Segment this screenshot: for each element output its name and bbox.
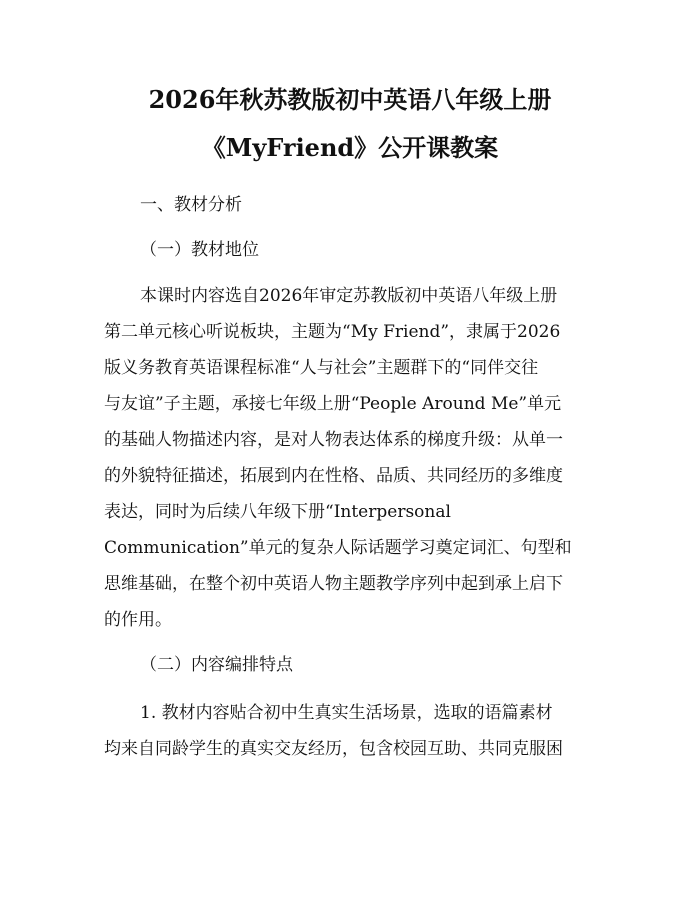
paragraph-line: 第二单元核心听说板块，主题为“My Friend”，隶属于2026: [104, 322, 561, 342]
section-heading-textbook-analysis: 一、教材分析: [140, 195, 242, 215]
paragraph-line: 思维基础，在整个初中英语人物主题教学序列中起到承上启下: [104, 574, 563, 594]
subsection-heading-textbook-status: （一）教材地位: [140, 240, 259, 260]
paragraph-line: 与友谊”子主题，承接七年级上册“People Around Me”单元: [104, 394, 562, 414]
paragraph-line: 的基础人物描述内容，是对人物表达体系的梯度升级：从单一: [104, 430, 563, 450]
paragraph-line: 版义务教育英语课程标准“人与社会”主题群下的“同伴交往: [104, 358, 539, 378]
document-title-line-2: 《MyFriend》公开课教案: [201, 133, 499, 162]
paragraph-line: 1. 教材内容贴合初中生真实生活场景，选取的语篇素材: [140, 703, 553, 723]
paragraph-line: 本课时内容选自2026年审定苏教版初中英语八年级上册: [140, 286, 558, 306]
paragraph-line: 的外貌特征描述，拓展到内在性格、品质、共同经历的多维度: [104, 466, 563, 486]
subsection-heading-content-features: （二）内容编排特点: [140, 655, 293, 675]
paragraph-line: 均来自同龄学生的真实交友经历，包含校园互助、共同克服困: [104, 739, 563, 759]
paragraph-line: 的作用。: [104, 610, 172, 630]
document-title-line-1: 2026年秋苏教版初中英语八年级上册: [148, 85, 552, 114]
paragraph-line: 表达，同时为后续八年级下册“Interpersonal: [104, 502, 451, 522]
paragraph-line: Communication”单元的复杂人际话题学习奠定词汇、句型和: [104, 538, 572, 558]
